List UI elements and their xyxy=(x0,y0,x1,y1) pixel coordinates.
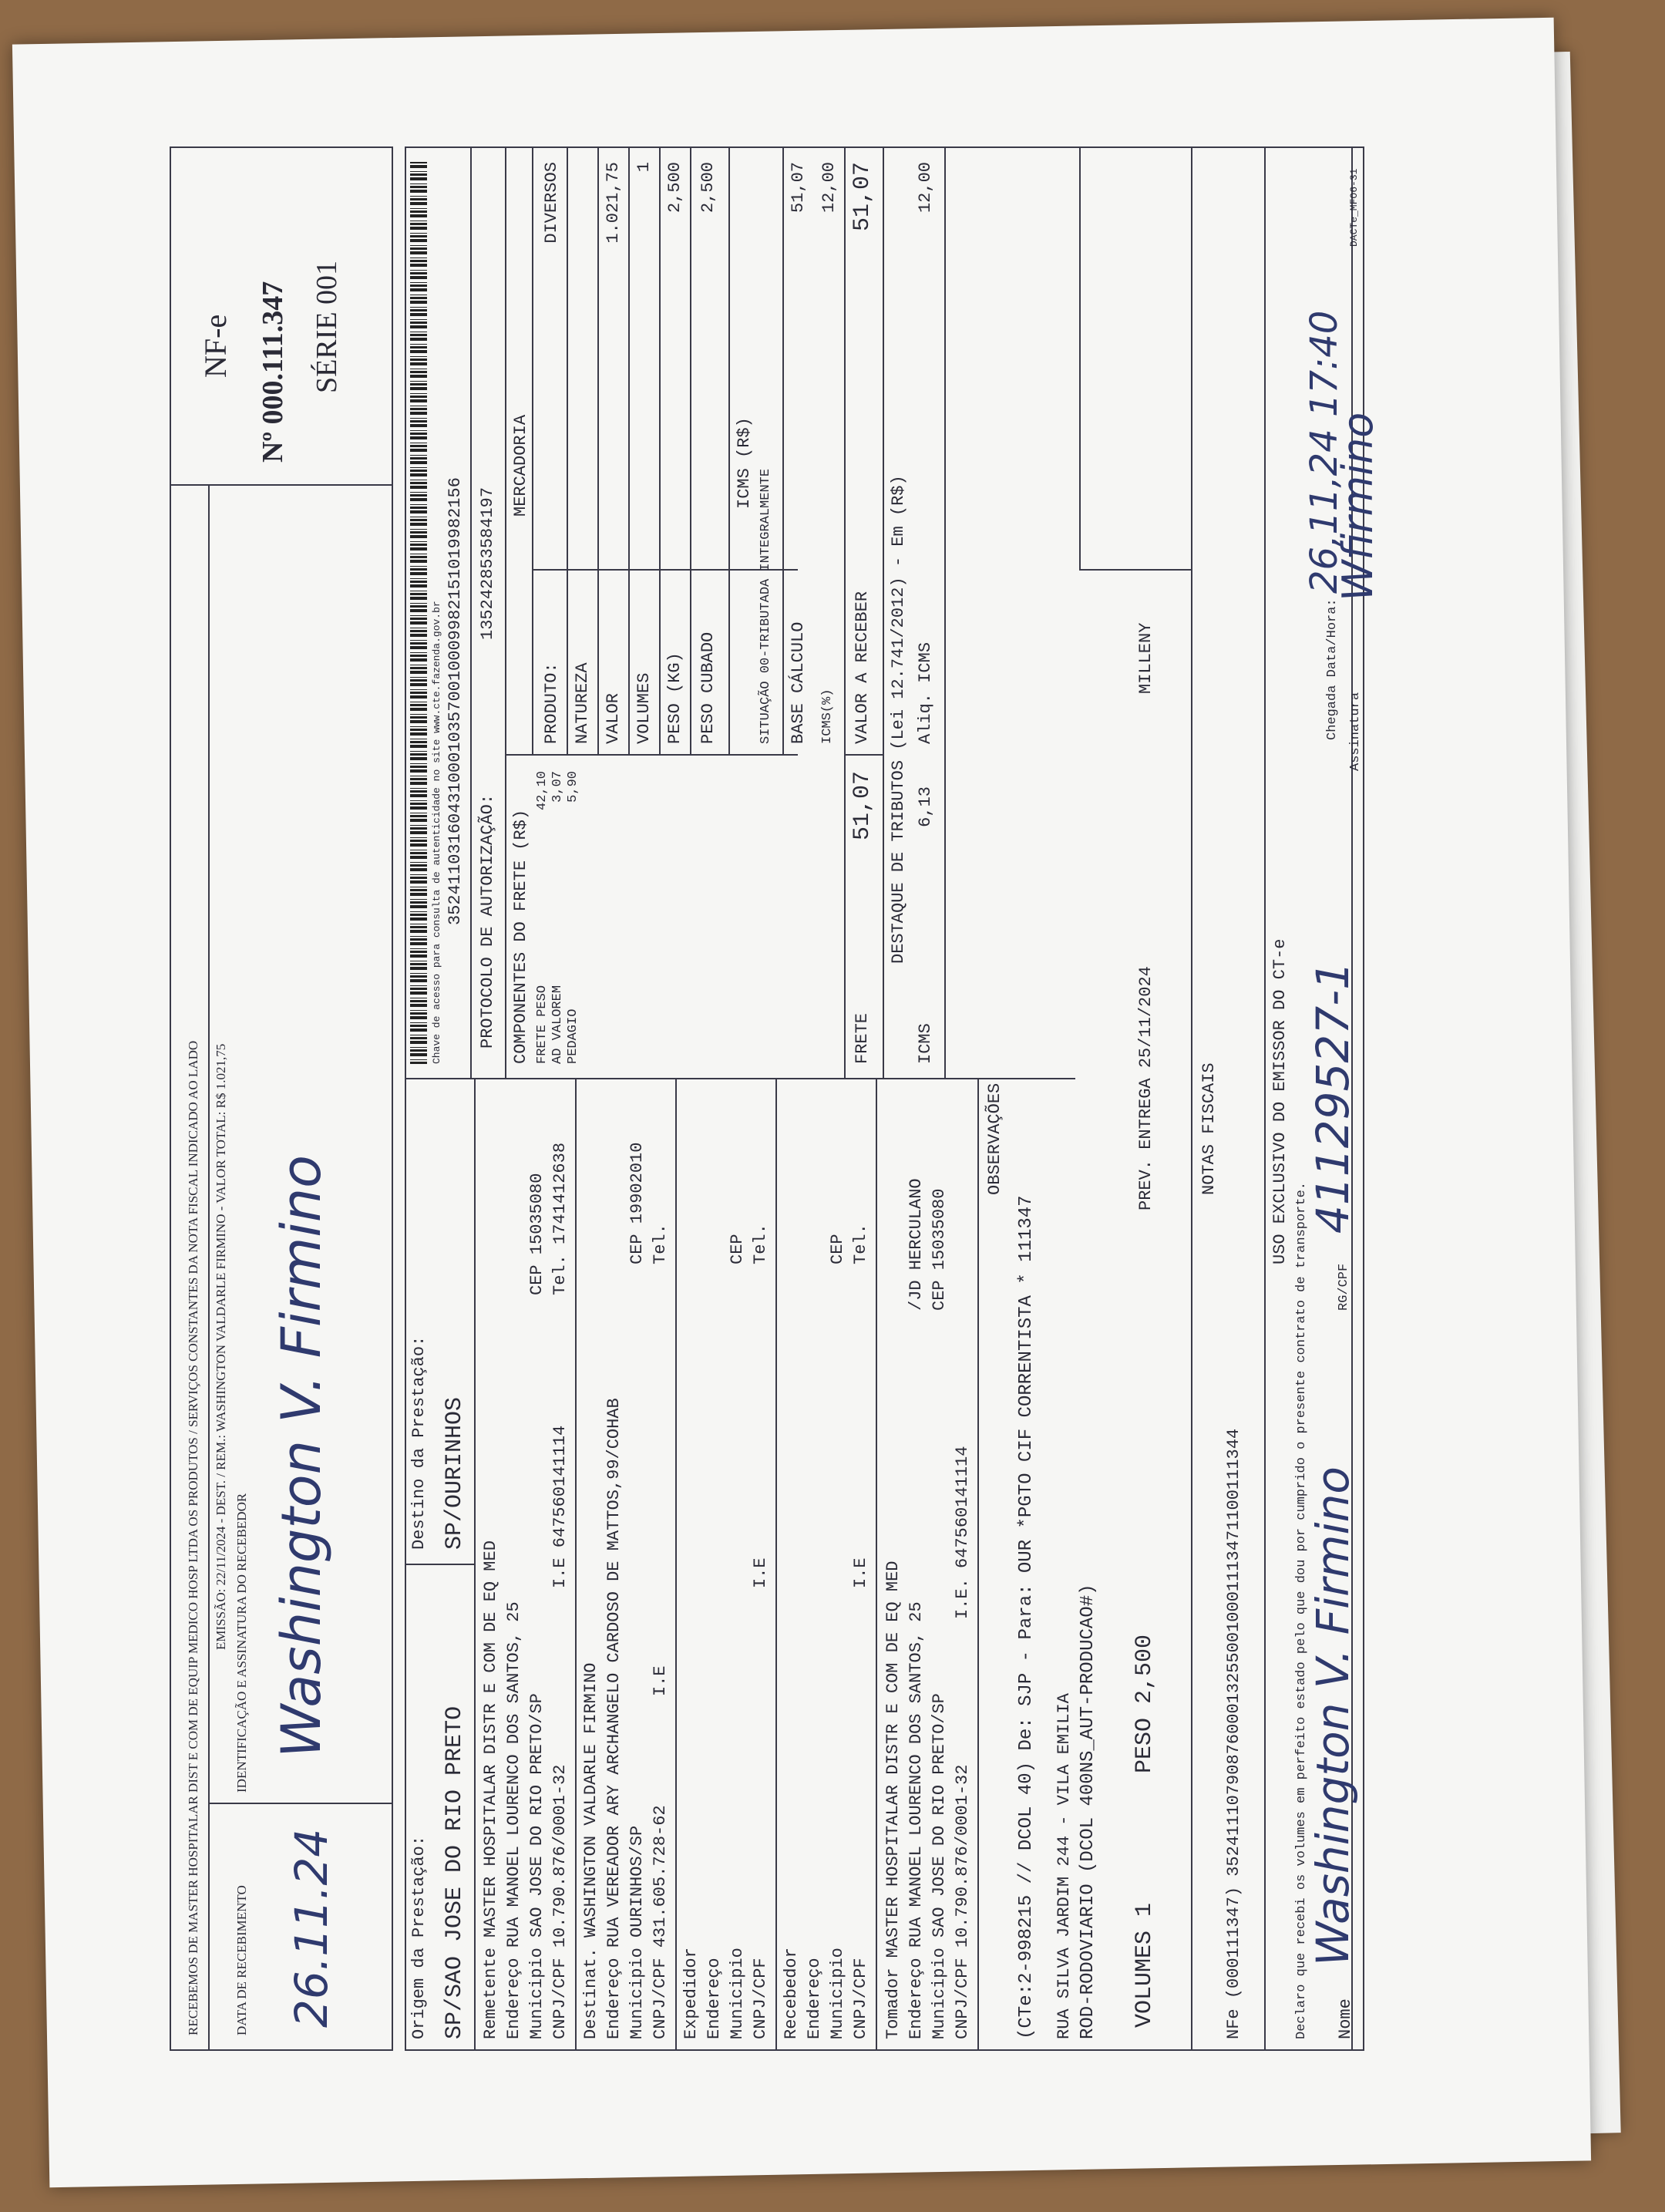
prev-entrega-value: 25/11/2024 xyxy=(1136,966,1155,1069)
remetente-cnpj-label: CNPJ/CPF xyxy=(550,1958,570,2039)
componente-1-name: AD VALOREM xyxy=(550,985,565,1064)
destino-value: SP/OURINHOS xyxy=(442,1396,468,1550)
expedidor-ie: I.E xyxy=(751,1557,770,1588)
mercadoria-volumes-value: 1 xyxy=(634,162,654,173)
tomador-cnpj-label: CNPJ/CPF xyxy=(953,1958,972,2039)
mercadoria-title: MERCADORIA xyxy=(511,414,530,517)
aliq-icms-label: Aliq. ICMS xyxy=(916,641,935,744)
destinatario-cnpj-label: CNPJ/CPF xyxy=(651,1958,670,2039)
destinatario-cnpj: 431.605.728-62 xyxy=(651,1805,670,1948)
nome-label: Nome xyxy=(1336,1998,1355,2039)
nfe-serie: SÉRIE 001 xyxy=(311,260,343,393)
mercadoria-produto-label: PRODUTO: xyxy=(542,662,561,744)
tomador-municipio: SAO JOSE DO RIO PRETO/SP xyxy=(930,1693,949,1938)
destinatario-tel: Tel. xyxy=(651,1224,670,1264)
icms-base-label: BASE CÁLCULO xyxy=(789,621,808,744)
totais-icms-value: 6,13 xyxy=(916,786,935,827)
rg-label: RG/CPF xyxy=(1337,1263,1351,1311)
notas-title: NOTAS FISCAIS xyxy=(1199,1062,1219,1195)
declaro-text: Declaro que recebi os volumes em perfeito estado pelo que dou por cumprido o presente contrato de transporte. xyxy=(1294,1182,1309,2039)
destinatario-ie: I.E xyxy=(651,1665,670,1696)
remetente-endereco-label: Endereço xyxy=(504,1958,523,2039)
receipt-date-label: DATA DE RECEBIMENTO xyxy=(234,1885,249,2035)
tomador-label: Tomador xyxy=(883,1968,903,2039)
destinatario-label: Destinat. xyxy=(581,1948,600,2039)
chave-value: 35241103160431000103570010009982151019982156 xyxy=(446,477,465,925)
peso-label: PESO xyxy=(1132,1717,1158,1773)
footer-hand-rg: 41129527-1 xyxy=(1307,961,1359,1234)
assinatura-label: Assinatura xyxy=(1348,692,1363,771)
mercadoria-cubado-label: PESO CUBADO xyxy=(698,631,718,744)
tomador-ie: 647560141114 xyxy=(953,1446,972,1568)
recebedor-cep: CEP xyxy=(828,1234,847,1264)
componentes-title: COMPONENTES DO FRETE (R$) xyxy=(511,809,530,1064)
mercadoria-natureza-label: NATUREZA xyxy=(573,662,592,744)
remetente-endereco: RUA MANOEL LOURENCO DOS SANTOS, 25 xyxy=(504,1601,523,1948)
mercadoria-peso-label: PESO (KG) xyxy=(665,652,684,744)
tomador-bairro: /JD HERCULANO xyxy=(906,1178,926,1311)
remetente-ie: I.E 647560141114 xyxy=(550,1425,570,1588)
form-code: DACTe_MFO6-31 xyxy=(1348,168,1360,247)
tomador-endereco-label: Endereço xyxy=(906,1958,926,2039)
tomador-cep: CEP 15035080 xyxy=(930,1188,949,1311)
prev-entrega-label: PREV. ENTREGA xyxy=(1136,1078,1155,1210)
frete-label: FRETE xyxy=(853,1012,872,1064)
remetente-municipio: SAO JOSE DO RIO PRETO/SP xyxy=(527,1693,547,1938)
barcode xyxy=(410,162,427,1064)
tomador-name: MASTER HOSPITALAR DISTR E COM DE EQ MED xyxy=(883,1561,903,1958)
destinatario-endereco-label: Endereço xyxy=(604,1958,624,2039)
expedidor-cep: CEP xyxy=(728,1234,747,1264)
chave-label: Chave de acesso para consulta de autenticidade no site www.cte.fazenda.gov.br xyxy=(431,601,442,1064)
mercadoria-volumes-label: VOLUMES xyxy=(634,672,654,744)
observacoes-title: OBSERVAÇÕES xyxy=(985,1082,1004,1195)
remetente-label: Remetente xyxy=(481,1948,500,2039)
notas-line: NFe (000111347) 35241110790876000132550010001113471100111344 xyxy=(1224,1428,1243,2039)
remetente-cep: CEP 15035080 xyxy=(527,1173,547,1295)
tomador-endereco: RUA MANOEL LOURENCO DOS SANTOS, 25 xyxy=(906,1601,926,1948)
origem-label: Origem da Prestação: xyxy=(409,1835,429,2039)
volumes-value: 1 xyxy=(1132,1902,1158,1917)
aliq-icms-value: 12,00 xyxy=(916,162,935,214)
tomador-cnpj: 10.790.876/0001-32 xyxy=(953,1764,972,1948)
recebedor-ie: I.E xyxy=(851,1557,870,1588)
destinatario-endereco: RUA VEREADOR ARY ARCHANGELO CARDOSO DE MATTOS,99/COHAB xyxy=(604,1398,624,1948)
expedidor-municipio-label: Municipio xyxy=(728,1948,747,2039)
receipt-id-label: IDENTIFICAÇÃO E ASSINATURA DO RECEBEDOR xyxy=(234,1493,249,1793)
valor-receber-value: 51,07 xyxy=(849,162,876,232)
remetente-name: MASTER HOSPITALAR DISTR E COM DE EQ MED xyxy=(481,1540,500,1938)
expedidor-tel: Tel. xyxy=(751,1224,770,1264)
componente-2-name: PEDAGIO xyxy=(566,1008,580,1064)
remetente-municipio-label: Municipio xyxy=(527,1948,547,2039)
recebedor-cnpj-label: CNPJ/CPF xyxy=(851,1958,870,2039)
expedidor-cnpj-label: CNPJ/CPF xyxy=(751,1958,770,2039)
icms-title: ICMS (R$) xyxy=(735,417,754,509)
protocolo-label: PROTOCOLO DE AUTORIZAÇÃO: xyxy=(478,793,497,1049)
receipt-hand-date: 26.11.24 xyxy=(285,1828,338,2028)
recebedor-endereco-label: Endereço xyxy=(805,1958,824,2039)
chegada-label: Chegada Data/Hora: xyxy=(1325,598,1340,740)
remetente-cnpj: 10.790.876/0001-32 xyxy=(550,1764,570,1948)
attendant-name: MILLENY xyxy=(1136,622,1155,694)
destinatario-name: WASHINGTON VALDARLE FIRMINO xyxy=(581,1662,600,1938)
componente-0-name: FRETE PESO xyxy=(535,985,550,1064)
footer-hand-sign: Wfirmino xyxy=(1334,412,1382,601)
icms-base-value: 51,07 xyxy=(789,162,808,214)
mercadoria-produto-value: DIVERSOS xyxy=(542,162,561,244)
recebedor-label: Recebedor xyxy=(782,1948,801,2039)
protocolo-value: 135242853584197 xyxy=(478,487,497,640)
footer-hand-name: Washington V. Firmino xyxy=(1307,1466,1359,1966)
origem-value: SP/SAO JOSE DO RIO PRETO xyxy=(442,1705,468,2039)
observacoes-line2: RUA SILVA JARDIM 244 - VILA EMILIA xyxy=(1054,1693,1074,2039)
tomador-municipio-label: Municipio xyxy=(930,1948,949,2039)
icms-pct-value: 12,00 xyxy=(819,162,839,214)
recebedor-municipio-label: Municipio xyxy=(828,1948,847,2039)
destinatario-cep: CEP 19902010 xyxy=(627,1142,647,1264)
expedidor-endereco-label: Endereço xyxy=(705,1958,724,2039)
dacte-document xyxy=(146,108,1380,2082)
recebedor-tel: Tel. xyxy=(851,1224,870,1264)
uso-exclusivo: USO EXCLUSIVO DO EMISSOR DO CT-e xyxy=(1270,938,1290,1264)
footer-hand-datetime: 26,11,24 17:40 xyxy=(1303,310,1346,594)
receipt-hand-name: Washington V. Firmino xyxy=(270,1155,333,1758)
remetente-tel: Tel. 1741412638 xyxy=(550,1142,570,1295)
destaque-tributos: DESTAQUE DE TRIBUTOS (Lei 12.741/2012) - Em (R$) xyxy=(889,475,908,964)
totais-icms-label: ICMS xyxy=(916,1023,935,1064)
mercadoria-valor-label: VALOR xyxy=(604,692,623,744)
nfe-number: Nº 000.111.347 xyxy=(257,281,289,463)
observacoes-line1: (CTe:2-998215 // DCOL 40) De: SJP - Para: OUR *PGTO CIF CORRENTISTA * 111347 xyxy=(1016,1195,1037,2039)
receipt-declaration: RECEBEMOS DE MASTER HOSPITALAR DIST E COM DE EQUIP MEDICO HOSP LTDA OS PRODUTOS / SERVIÇOS CONSTANTES DA NOTA FISCAL INDICADO AO LADO xyxy=(186,1040,200,2035)
nfe-label: NF-e xyxy=(198,314,233,378)
valor-receber-label: VALOR A RECEBER xyxy=(853,591,872,744)
peso-value: 2,500 xyxy=(1132,1634,1158,1704)
destino-label: Destino da Prestação: xyxy=(409,1335,429,1550)
tomador-ie-label: I.E. xyxy=(953,1578,972,1619)
observacoes-line3: ROD-RODOVIARIO (DCOL 400NS_AUT-PRODUCAO#) xyxy=(1078,1584,1098,2039)
icms-pct-label: ICMS(%) xyxy=(820,689,835,744)
icms-situacao: SITUAÇÃO 00-TRIBUTADA INTEGRALMENTE xyxy=(758,468,773,744)
componente-1-value: 3,07 xyxy=(550,771,565,803)
componente-0-value: 42,10 xyxy=(535,771,550,811)
expedidor-label: Expedidor xyxy=(681,1948,701,2039)
volumes-label: VOLUMES xyxy=(1132,1930,1158,2028)
destinatario-municipio: OURINHOS/SP xyxy=(627,1825,647,1938)
destinatario-municipio-label: Municipio xyxy=(627,1948,647,2039)
receipt-emission: EMISSÃO: 22/11/2024 - DEST. / REM.: WASHINGTON VALDARLE FIRMINO - VALOR TOTAL: R$ 1.021,75 xyxy=(214,1043,228,1650)
mercadoria-valor-value: 1.021,75 xyxy=(604,162,623,244)
mercadoria-peso-value: 2,500 xyxy=(665,162,684,214)
mercadoria-cubado-value: 2,500 xyxy=(698,162,718,214)
frete-value: 51,07 xyxy=(849,771,876,841)
componente-2-value: 5,90 xyxy=(566,771,580,803)
